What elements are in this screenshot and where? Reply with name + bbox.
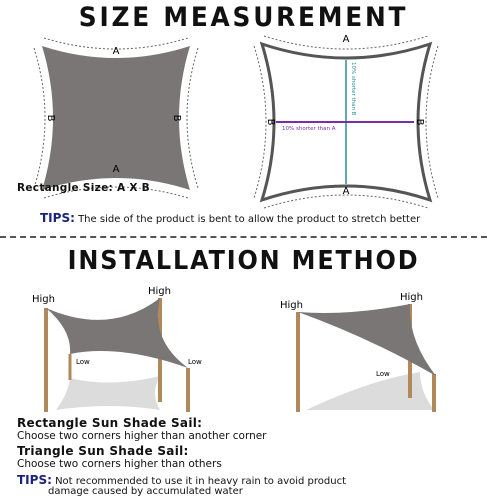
section-divider	[0, 236, 487, 238]
tips-text-2a: Not recommended to use it in heavy rain to avoid product	[55, 476, 347, 487]
tips-label-1: TIPS:	[40, 211, 75, 225]
left-left-dim	[34, 48, 45, 188]
tips-line-2	[17, 473, 346, 487]
tips-line-1	[40, 211, 420, 225]
rectangle-sail-text: Choose two corners higher than another corner	[17, 430, 267, 442]
right-high-label-1: High	[280, 300, 303, 311]
right-install-sail	[298, 304, 436, 376]
vertical-measure-note: 10% shorter than B	[350, 62, 356, 116]
tips-label-2: TIPS:	[17, 473, 52, 487]
right-high-label-2: High	[400, 292, 423, 303]
left-label-bottom: A	[112, 164, 120, 175]
left-install-sail	[46, 298, 188, 368]
triangle-sail-text: Choose two corners higher than others	[17, 458, 222, 470]
rectangle-sail-heading: Rectangle Sun Shade Sail:	[17, 416, 203, 430]
size-measurement-title: SIZE MEASUREMENT	[78, 2, 409, 33]
right-low-label: Low	[376, 370, 390, 378]
triangle-sail-heading: Triangle Sun Shade Sail:	[17, 444, 189, 458]
left-right-dim	[187, 48, 198, 188]
left-ground-shadow	[56, 376, 160, 410]
left-high-label-1: High	[32, 294, 55, 305]
left-high-label-2: High	[148, 286, 171, 297]
horizontal-measure-note: 10% shorter than A	[282, 126, 336, 132]
left-label-right: B	[171, 114, 182, 122]
right-label-right: B	[414, 118, 425, 126]
right-label-left: B	[265, 118, 276, 126]
right-label-top: A	[342, 34, 350, 45]
rectangle-size-caption: Rectangle Size: A X B	[17, 182, 150, 194]
left-label-left: B	[45, 114, 56, 122]
left-low-label-1: Low	[76, 358, 90, 366]
right-ground-shadow	[306, 372, 434, 410]
left-label-top: A	[112, 46, 120, 57]
installation-method-title: INSTALLATION METHOD	[67, 246, 420, 276]
installation-diagram	[0, 284, 487, 414]
left-low-label-2: Low	[188, 358, 202, 366]
right-label-bottom: A	[342, 186, 350, 197]
tips-text-2b: damage caused by accumulated water	[48, 486, 243, 497]
tips-text-1: The side of the product is bent to allow the product to stretch better	[78, 214, 421, 225]
size-measurement-diagram	[0, 32, 487, 232]
right-left-dim	[254, 46, 266, 198]
right-right-dim	[426, 46, 438, 198]
